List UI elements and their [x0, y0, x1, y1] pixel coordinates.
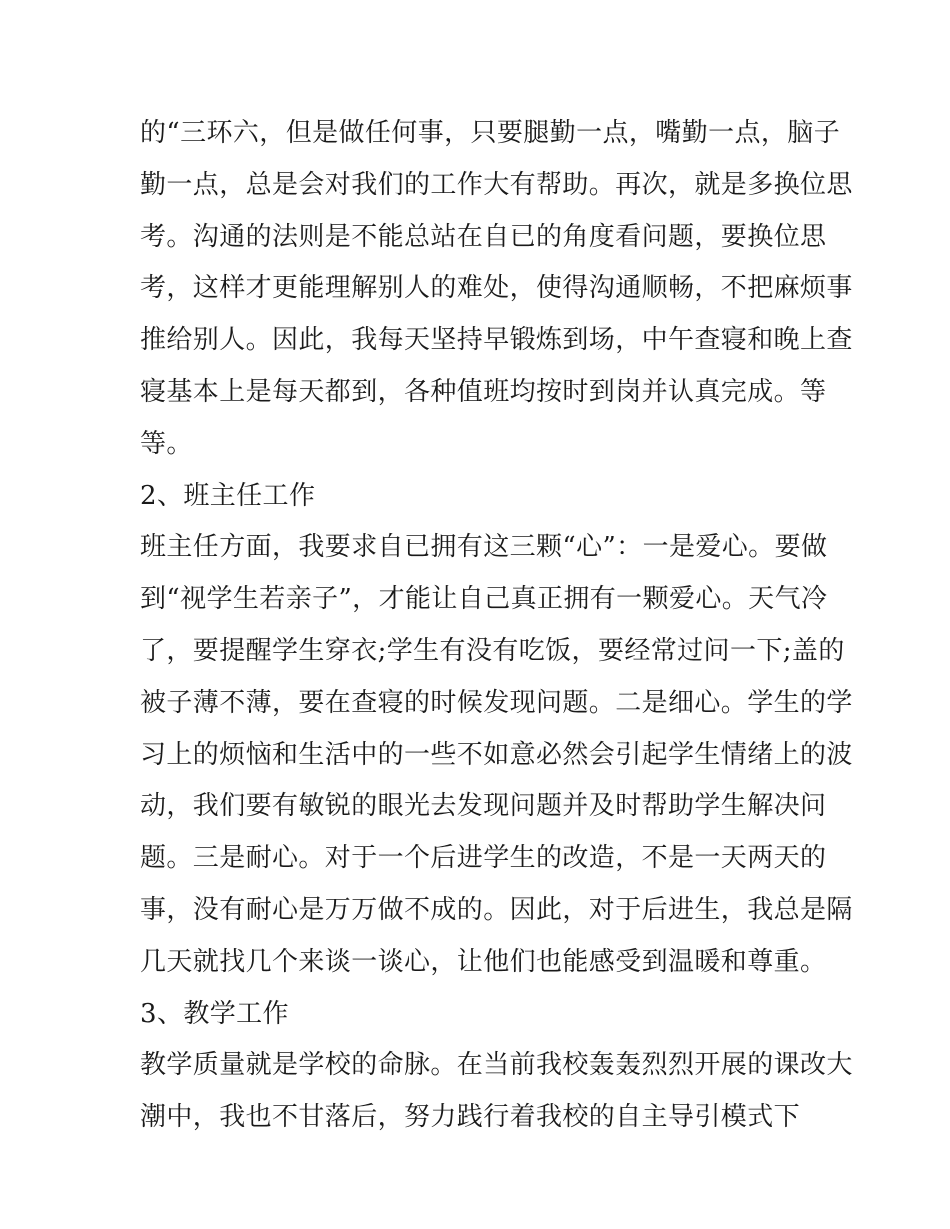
text-line: 推给别人。因此，我每天坚持早锻炼到场，中午查寝和晚上查 — [140, 325, 853, 356]
text-line: 考，这样才更能理解别人的难处，使得沟通顺畅，不把麻烦事 — [140, 273, 853, 304]
text-line: 等。 — [140, 428, 193, 459]
text-line: 动，我们要有敏锐的眼光去发现问题并及时帮助学生解决问 — [140, 791, 827, 822]
text-line: 班主任方面，我要求自已拥有这三颗“心”：一是爱心。要做 — [140, 532, 828, 563]
text-line: 被子薄不薄，要在查寝的时候发现问题。二是细心。学生的学 — [140, 687, 853, 718]
text-line: 几天就找几个来谈一谈心，让他们也能感受到温暖和尊重。 — [140, 946, 827, 977]
text-line: 事，没有耐心是万万做不成的。因此，对于后进生，我总是隔 — [140, 894, 853, 925]
text-line: 题。三是耐心。对于一个后进学生的改造，不是一天两天的 — [140, 843, 827, 874]
text-line: 潮中，我也不甘落后，努力践行着我校的自主导引模式下 — [140, 1102, 801, 1133]
text-line: 考。沟通的法则是不能总站在自已的角度看问题，要换位思 — [140, 221, 827, 252]
text-line: 到“视学生若亲子”，才能让自己真正拥有一颗爱心。天气冷 — [140, 584, 828, 615]
text-line: 了，要提醒学生穿衣;学生有没有吃饭，要经常过问一下;盖的 — [140, 635, 845, 666]
text-line: 寝基本上是每天都到，各种值班均按时到岗并认真完成。等 — [140, 376, 827, 407]
text-line: 教学质量就是学校的命脉。在当前我校轰轰烈烈开展的课改大 — [140, 1050, 853, 1081]
section-heading-class-teacher: 2、班主任工作 — [140, 480, 316, 511]
body-text — [140, 108, 853, 1144]
section-heading-teaching: 3、教学工作 — [140, 998, 289, 1029]
text-line: 勤一点，总是会对我们的工作大有帮助。再次，就是多换位思 — [140, 169, 853, 200]
text-line: 的“三环六，但是做任何事，只要腿勤一点，嘴勤一点，脑子 — [140, 118, 841, 148]
text-line: 习上的烦恼和生活中的一些不如意必然会引起学生情绪上的波 — [140, 739, 853, 770]
